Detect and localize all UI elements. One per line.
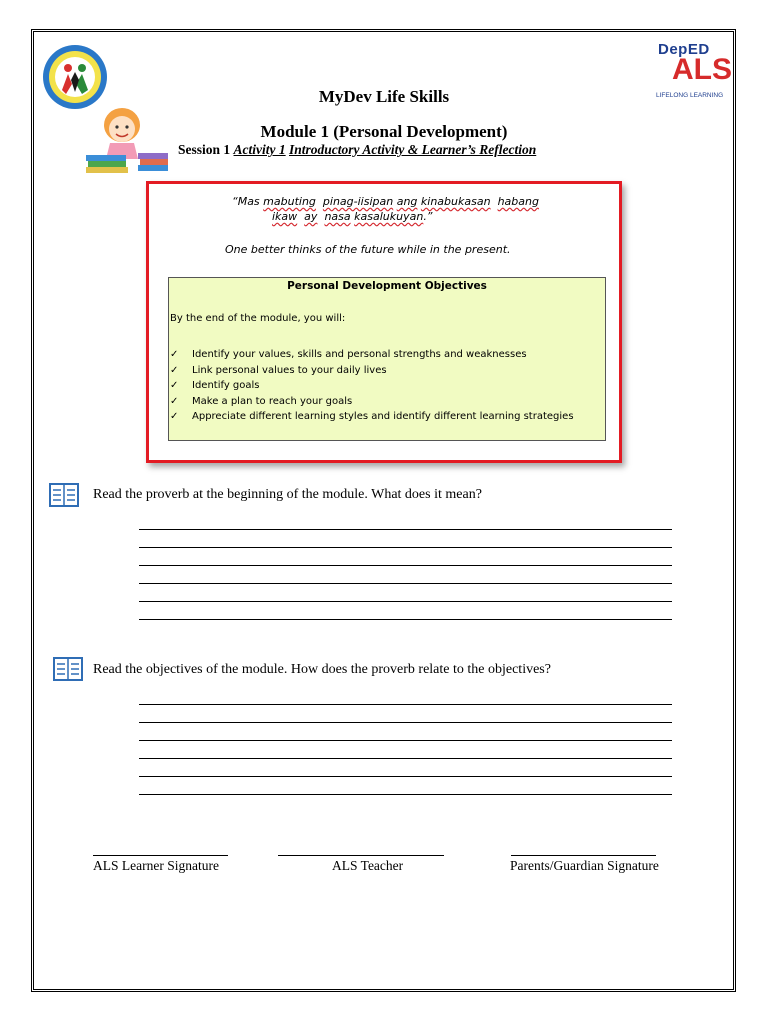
answer-line[interactable] [139, 704, 672, 705]
answer-line[interactable] [139, 740, 672, 741]
objective-item: ✓ Link personal values to your daily lives [170, 365, 387, 376]
module-title: Module 1 (Personal Development) [260, 122, 508, 141]
answer-line[interactable] [139, 547, 672, 548]
checkmark-icon: ✓ [170, 411, 179, 422]
parent-signature-label: Parents/Guardian Signature [510, 858, 659, 873]
teacher-signature-label: ALS Teacher [332, 858, 404, 873]
objective-item: ✓ Make a plan to reach your goals [170, 396, 353, 407]
checkmark-icon: ✓ [170, 349, 179, 360]
proverb-translation: One better thinks of the future while in the present. [225, 243, 511, 256]
checkmark-icon: ✓ [170, 380, 179, 391]
objective-item: ✓ Appreciate different learning styles and identify different learning strategies [170, 411, 574, 422]
answer-line[interactable] [139, 619, 672, 620]
answer-line[interactable] [139, 565, 672, 566]
session-label: Session 1 [178, 142, 231, 157]
question-1-text: Read the proverb at the beginning of the module. What does it mean? [93, 487, 482, 502]
objective-item: ✓ Identify your values, skills and personal strengths and weaknesses [170, 349, 527, 360]
answer-line[interactable] [139, 776, 672, 777]
answer-line[interactable] [139, 794, 672, 795]
objectives-intro: By the end of the module, you will: [170, 313, 346, 324]
activity-label: Activity 1 [233, 142, 286, 157]
answer-line[interactable] [139, 758, 672, 759]
als-text: ALS [672, 53, 732, 86]
answer-line[interactable] [139, 722, 672, 723]
checkmark-icon: ✓ [170, 365, 179, 376]
page-title: MyDev Life Skills [318, 87, 450, 106]
answer-line[interactable] [139, 529, 672, 530]
answer-line[interactable] [139, 583, 672, 584]
objectives-title: Personal Development Objectives [287, 280, 487, 292]
lifelong-learning-text: LIFELONG LEARNING [656, 92, 724, 99]
objective-item: ✓ Identify goals [170, 380, 260, 391]
answer-line[interactable] [139, 601, 672, 602]
learner-signature-line[interactable] [93, 855, 228, 856]
session-line [178, 142, 536, 158]
proverb-line-1: “Mas mabuting pinag-iisipan ang kinabukasan habang [232, 195, 539, 208]
activity-title: Introductory Activity & Learner’s Reflection [289, 142, 537, 157]
proverb-line-2: ikaw ay nasa kasalukuyan.” [272, 210, 433, 223]
notebook-icon [49, 483, 79, 507]
notebook-icon [53, 657, 83, 681]
learner-signature-label: ALS Learner Signature [93, 858, 219, 873]
question-2-text: Read the objectives of the module. How does the proverb relate to the objectives? [93, 662, 551, 677]
parent-signature-line[interactable] [511, 855, 656, 856]
deped-text: DepED [658, 41, 710, 58]
teacher-signature-line[interactable] [278, 855, 444, 856]
checkmark-icon: ✓ [170, 396, 179, 407]
